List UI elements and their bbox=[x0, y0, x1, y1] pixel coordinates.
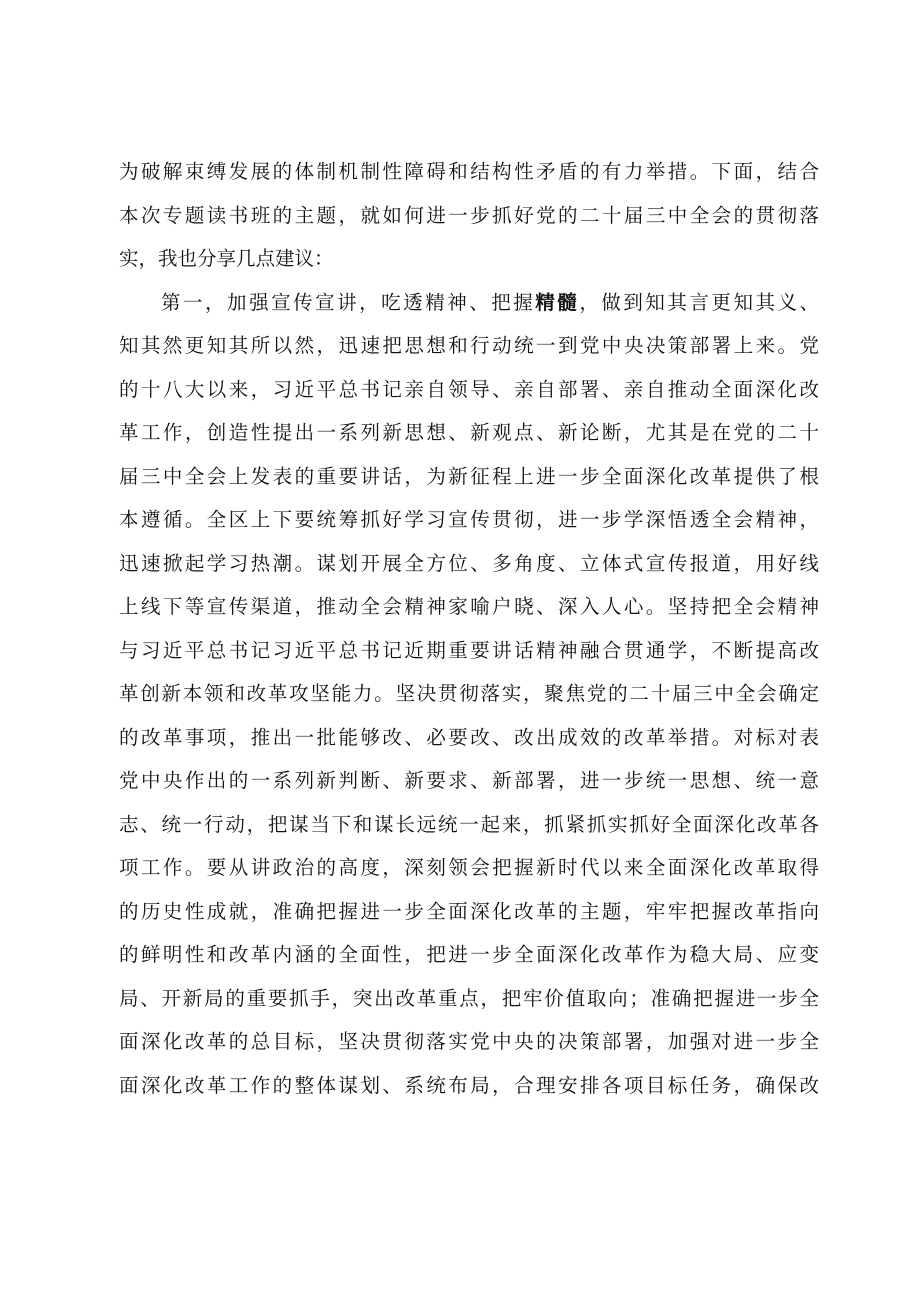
text-line: 的十八大以来，习近平总书记亲自领导、亲自部署、亲自推动全面深化改 bbox=[119, 377, 819, 401]
text-line: 局、开新局的重要抓手，突出改革重点，把牢价值取向；准确把握进一步全 bbox=[119, 986, 819, 1010]
text-line: 与习近平总书记习近平总书记近期重要讲话精神融合贯通学，不断提高改 bbox=[119, 638, 819, 662]
text-line: 本次专题读书班的主题，就如何进一步抓好党的二十届三中全会的贯彻落 bbox=[119, 203, 819, 227]
text-line: 为破解束缚发展的体制机制性障碍和结构性矛盾的有力举措。下面，结合 bbox=[119, 160, 819, 183]
text-line: 面深化改革的总目标，坚决贯彻落实党中央的决策部署，加强对进一步全 bbox=[119, 1030, 819, 1053]
text-line: 上线下等宣传渠道，推动全会精神家喻户晓、深入人心。坚持把全会精神 bbox=[119, 595, 819, 618]
text-line: 革工作，创造性提出一系列新思想、新观点、新论断，尤其是在党的二十 bbox=[119, 421, 819, 444]
text-line: 的鲜明性和改革内涵的全面性，把进一步全面深化改革作为稳大局、应变 bbox=[119, 943, 819, 966]
text-line: 届三中全会上发表的重要讲话，为新征程上进一步全面深化改革提供了根 bbox=[119, 464, 819, 488]
body-text bbox=[119, 150, 819, 1107]
text-line: 党中央作出的一系列新判断、新要求、新部署，进一步统一思想、统一意 bbox=[119, 769, 819, 792]
text-line: 革创新本领和改革攻坚能力。坚决贯彻落实，聚焦党的二十届三中全会确定 bbox=[119, 682, 819, 705]
text-line: 本遵循。全区上下要统筹抓好学习宣传贯彻，进一步学深悟透全会精神， bbox=[119, 508, 819, 531]
text-run: 第一，加强宣传宣讲，吃透精神、把握 bbox=[161, 290, 536, 314]
bold-emphasis: 精髓 bbox=[535, 290, 580, 314]
text-line: 的历史性成就，准确把握进一步全面深化改革的主题，牢牢把握改革指向 bbox=[119, 899, 819, 923]
text-line: 迅速掀起学习热潮。谋划开展全方位、多角度、立体式宣传报道，用好线 bbox=[119, 551, 819, 575]
paragraph-first-line bbox=[119, 281, 819, 325]
text-line: 面深化改革工作的整体谋划、系统布局，合理安排各项目标任务，确保改 bbox=[119, 1073, 819, 1097]
text-line: 项工作。要从讲政治的高度，深刻领会把握新时代以来全面深化改革取得 bbox=[119, 856, 819, 879]
text-run: ，做到知其言更知其义、 bbox=[579, 290, 819, 314]
text-line: 实，我也分享几点建议： bbox=[119, 247, 334, 270]
text-line: 知其然更知其所以然，迅速把思想和行动统一到党中央决策部署上来。党 bbox=[119, 334, 819, 357]
text-line: 的改革事项，推出一批能够改、必要改、改出成效的改革举措。对标对表 bbox=[119, 725, 819, 749]
text-line: 志、统一行动，把谋当下和谋长远统一起来，抓紧抓实抓好全面深化改革各 bbox=[119, 812, 819, 836]
